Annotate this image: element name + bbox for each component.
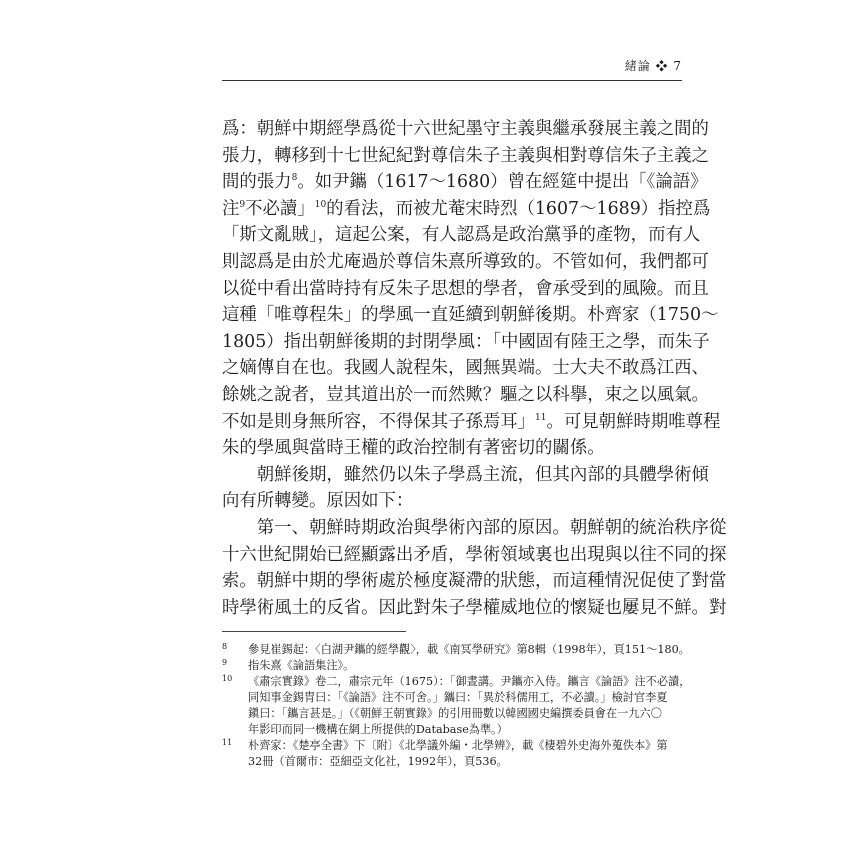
running-head-label: 緒論 ❖ 7 (624, 59, 682, 73)
footnote-marker: 11 (535, 412, 547, 423)
footnote-marker: 8 (291, 173, 298, 184)
body-line (222, 222, 701, 249)
footnote-number: 11 (222, 738, 233, 747)
footnotes (222, 642, 691, 770)
body-line-text: 不必讀」 (245, 198, 315, 219)
body-line (222, 196, 711, 223)
footnote-line: 指朱熹《論語集注》。 (248, 659, 355, 672)
footnote-marker: 9 (239, 199, 246, 210)
footnote-number: 10 (222, 674, 233, 683)
body-line-text: 爲：朝鮮中期經學爲從十六世紀墨守主義與繼承發展主義之間的 (222, 119, 709, 139)
footnote-line: 同知事金錫胄曰：「《論語》注不可舍。」鑴曰：「異於科儒用工，不必讀。」檢討官李夏 (248, 691, 668, 704)
body-line (222, 116, 709, 143)
body-line (222, 382, 709, 409)
footnote (222, 674, 691, 738)
body-line (222, 462, 709, 489)
body-line (222, 355, 709, 382)
body-line (222, 409, 721, 436)
footnote (222, 642, 690, 658)
body-line (222, 169, 708, 196)
body-line-text: 之嫡傳自在也。我國人說程朱，國無異端。士大夫不敢爲江西、 (222, 358, 709, 379)
footnote (222, 658, 682, 674)
body-line (222, 542, 727, 569)
footnote-line: 32冊（首爾市：亞細亞文化社，1992年），頁536。 (248, 755, 508, 768)
body-line (222, 568, 727, 595)
body-line-text: 十六世紀開始已經顯露出矛盾，學術領域裏也出現與以往不同的探 (222, 544, 727, 565)
body-line (222, 595, 727, 622)
body-line-text: 朝鮮後期，雖然仍以朱子學爲主流，但其內部的具體學術傾 (222, 464, 709, 485)
footnote-number: 8 (222, 642, 228, 651)
body-line-text: 注 (222, 198, 240, 219)
body-line-text: 向有所轉變。原因如下： (222, 491, 414, 512)
body-line (222, 249, 709, 276)
footnote-marker: 10 (314, 199, 327, 210)
running-header (222, 58, 682, 81)
body-line (222, 435, 682, 462)
body-line (222, 302, 719, 329)
body-line (222, 329, 710, 356)
body-line-text: 間的張力 (222, 172, 292, 193)
footnote-number: 9 (222, 658, 228, 667)
footnote-line: 《肅宗實錄》卷二，肅宗元年（1675）：「御晝講。尹鑴亦入侍。鑴言《論語》注不必讀， (248, 675, 691, 688)
body-line-text: 朱的學風與當時王權的政治控制有著密切的關係。 (222, 438, 605, 459)
body-line-text: 以從中看出當時持有反朱子思想的學者，會承受到的風險。而且 (222, 278, 709, 299)
footnote-line: 參見崔錫起：〈白湖尹鑴的經學觀〉，載《南冥學研究》第8輯（1998年），頁151～180。 (248, 643, 690, 656)
body-line (222, 515, 727, 542)
body-line-text: 。如尹鑴（1617～1680）曾在經筵中提出「《論語》 (297, 172, 708, 193)
footnote-rule (222, 631, 406, 632)
body-line-text: 。可見朝鮮時期唯尊程 (546, 411, 721, 432)
body-line-text: 不如是則身無所容，不得保其子孫焉耳」 (222, 411, 536, 432)
footnote-line: 鎭曰：「鑴言甚是。」（《朝鮮王朝實錄》的引用冊數以韓國國史編撰委員會在一九六〇 (248, 707, 662, 720)
body-line-text: 則認爲是由於尤庵過於尊信朱熹所導致的。不管如何，我們都可 (222, 251, 709, 272)
body-line-text: 的看法，而被尤菴宋時烈（1607～1689）指控爲 (326, 198, 711, 219)
body-line-text: 「斯文亂賊」，這起公案，有人認爲是政治黨爭的產物，而有人 (222, 225, 701, 246)
body-line-text: 1805）指出朝鮮後期的封閉學風：「中國固有陸王之學，而朱子 (222, 331, 710, 352)
body-line (222, 276, 709, 303)
body-line-text: 第一、朝鮮時期政治與學術內部的原因。朝鮮朝的統治秩序從 (222, 517, 727, 538)
body-line-text: 張力，轉移到十七世紀紀對尊信朱子主義與相對尊信朱子主義之 (222, 145, 709, 166)
body-line (222, 488, 682, 515)
footnote-line: 朴齊家：《楚亭全書》下〔附〕《北學議外編・北學辨》，載《棲碧外史海外蒐佚本》第 (248, 739, 668, 752)
body-line (222, 143, 709, 170)
body-line-text: 索。朝鮮中期的學術處於極度凝滯的狀態，而這種情況促使了對當 (222, 571, 727, 592)
body-line-text: 時學術風土的反省。因此對朱子學權威地位的懷疑也屢見不鮮。對 (222, 597, 727, 618)
body-text (222, 116, 727, 621)
body-line-text: 餘姚之說者，豈其道出於一而然歟？驅之以科擧，束之以風氣。 (222, 384, 709, 405)
footnote (222, 738, 682, 770)
body-line-text: 這種「唯尊程朱」的學風一直延續到朝鮮後期。朴齊家（1750～ (222, 305, 719, 326)
footnote-line: 年影印而同一機構在網上所提供的Database為準。） (248, 723, 508, 736)
